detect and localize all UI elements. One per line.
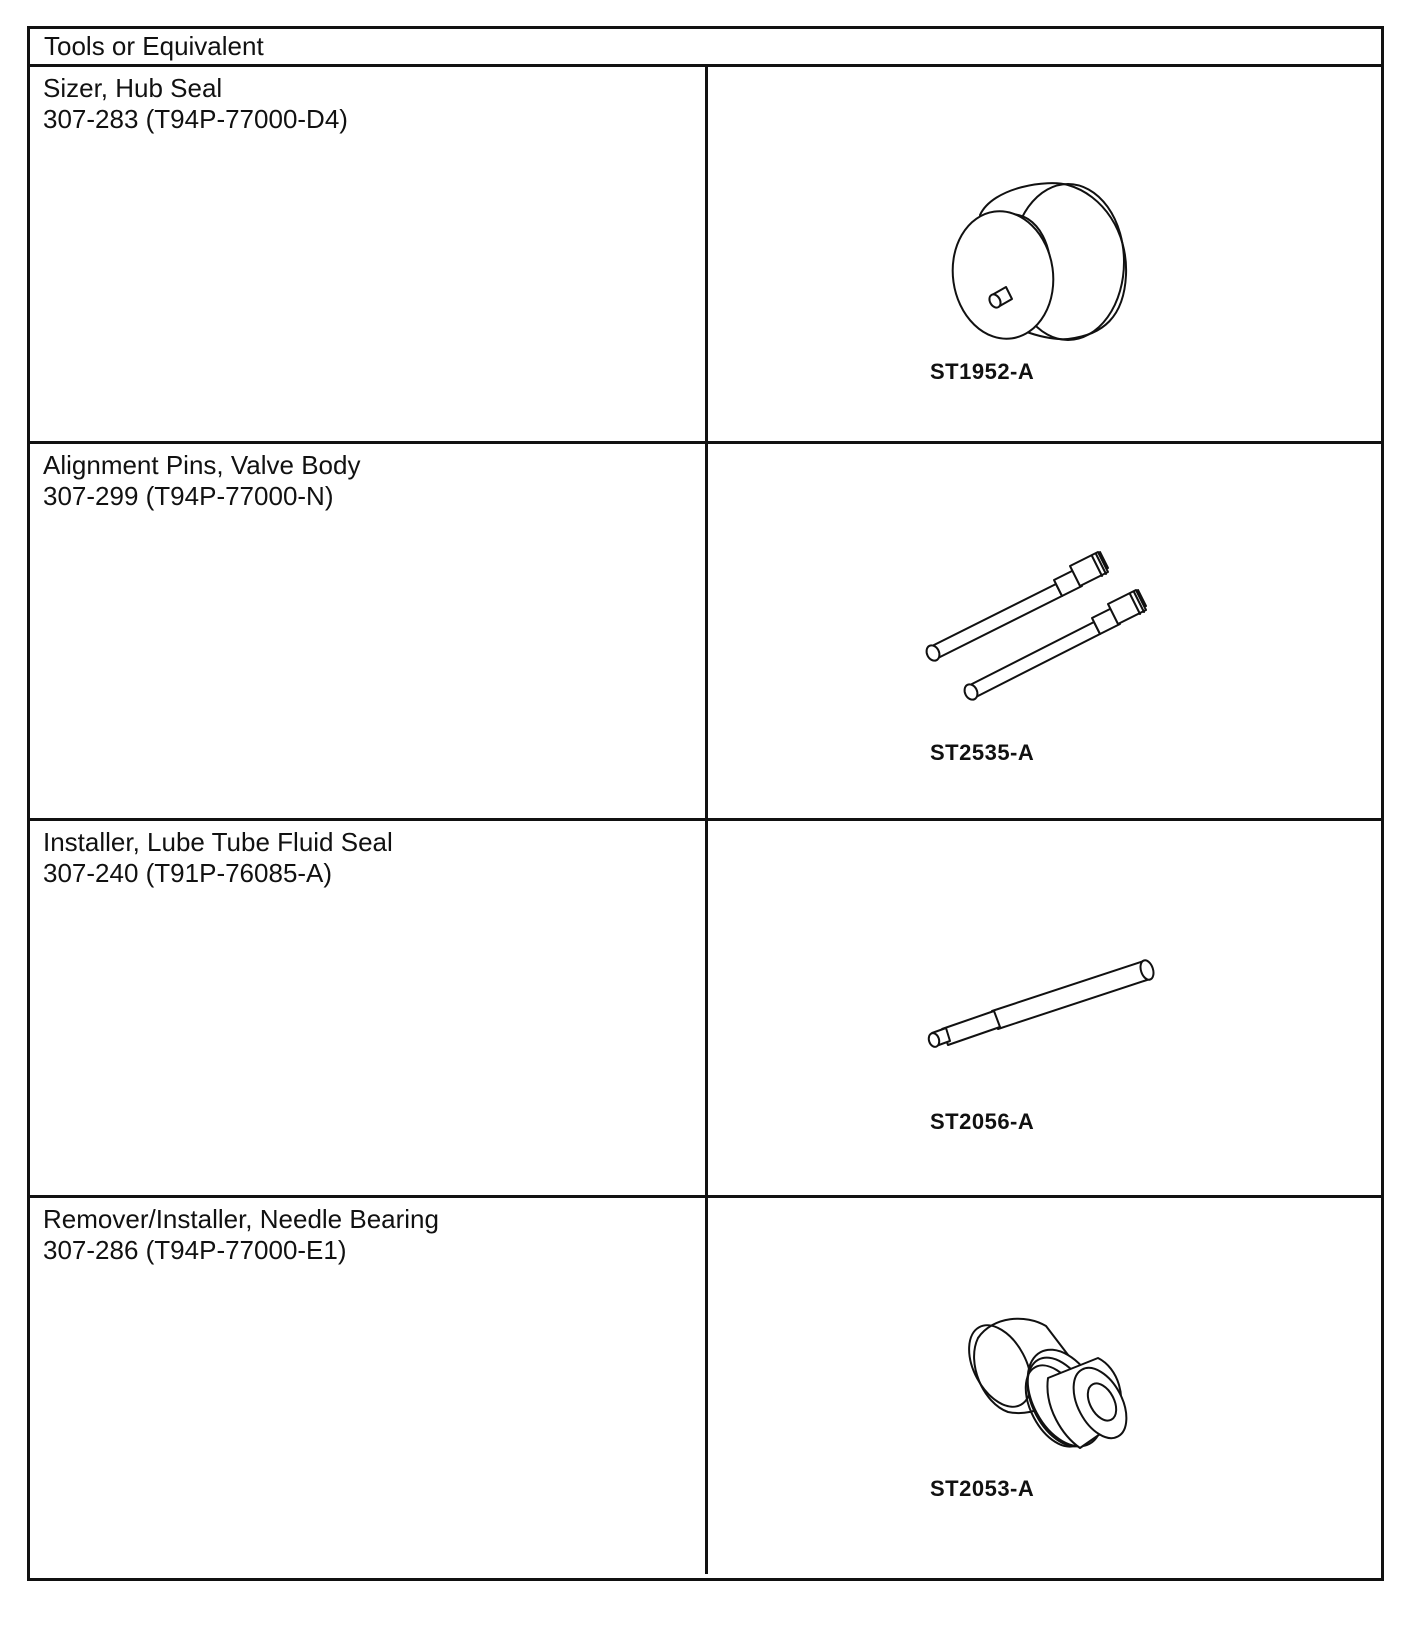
art-code: ST2535-A (930, 740, 1035, 765)
tool-illustration-cell (708, 1198, 1381, 1574)
alignment-pins-illustration (708, 444, 1384, 816)
tool-name: Remover/Installer, Needle Bearing (43, 1204, 439, 1234)
lube-tube-installer-illustration (708, 821, 1384, 1193)
tool-description-cell (30, 444, 708, 818)
table-row (30, 1198, 1381, 1574)
tool-name: Sizer, Hub Seal (43, 73, 223, 103)
tool-number: 307-240 (T91P-76085-A) (43, 858, 333, 888)
art-code: ST2056-A (930, 1109, 1035, 1134)
tool-number: 307-286 (T94P-77000-E1) (43, 1235, 347, 1265)
table-row (30, 444, 1381, 821)
art-code: ST2053-A (930, 1476, 1035, 1501)
needle-bearing-tool-illustration (708, 1198, 1384, 1570)
tool-description-cell (30, 1198, 708, 1574)
table-row (30, 67, 1381, 444)
tool-description-cell (30, 821, 708, 1195)
tool-illustration-cell (708, 444, 1381, 818)
table-header: Tools or Equivalent (30, 29, 1381, 67)
tool-illustration-cell (708, 821, 1381, 1195)
tool-number: 307-283 (T94P-77000-D4) (43, 104, 348, 134)
tool-name: Installer, Lube Tube Fluid Seal (43, 827, 393, 857)
art-code: ST1952-A (930, 359, 1035, 384)
tool-illustration-cell (708, 67, 1381, 441)
tool-description-cell (30, 67, 708, 441)
tool-number: 307-299 (T94P-77000-N) (43, 481, 334, 511)
table-row (30, 821, 1381, 1198)
special-tools-table (27, 26, 1384, 1581)
tool-name: Alignment Pins, Valve Body (43, 450, 361, 480)
hub-seal-sizer-illustration (708, 67, 1384, 439)
